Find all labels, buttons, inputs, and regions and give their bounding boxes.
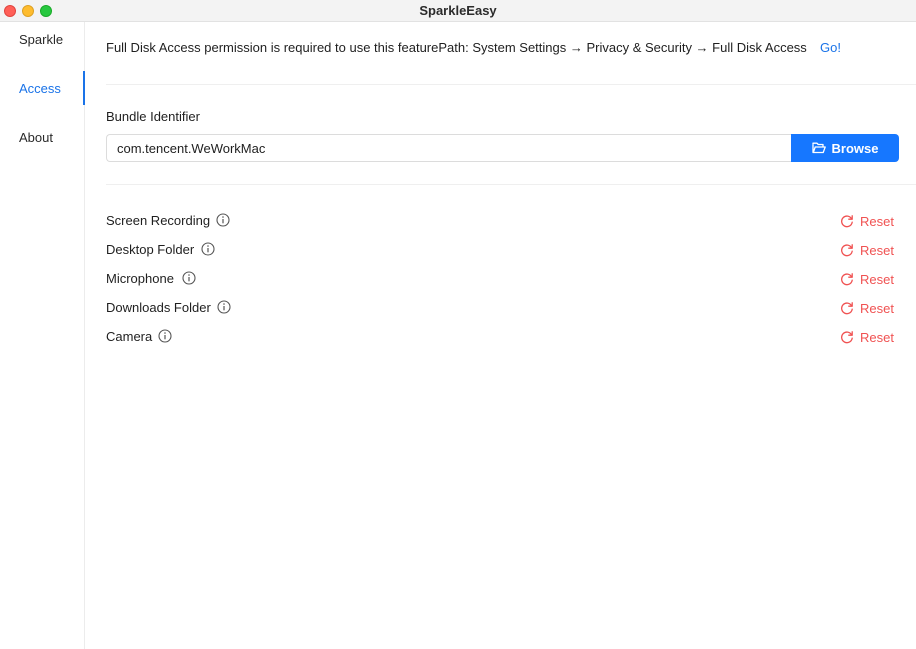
reset-icon: [840, 214, 854, 228]
reset-button[interactable]: [840, 210, 896, 232]
reset-icon: [840, 330, 854, 344]
divider: [106, 84, 916, 85]
divider: [106, 184, 916, 185]
reset-button-label: Reset: [860, 213, 894, 229]
sidebar: [0, 22, 85, 649]
browse-button[interactable]: [791, 134, 899, 162]
info-icon[interactable]: [182, 271, 196, 285]
full-disk-access-notice: Full Disk Access permission is required to use this featurePath: System Settings → Privacy & Security → Full Disk Access: [106, 40, 807, 55]
reset-button[interactable]: [840, 268, 896, 290]
main-panel: [85, 22, 916, 649]
permission-row-microphone: [106, 268, 896, 290]
reset-button-label: Reset: [860, 329, 894, 345]
reset-icon: [840, 243, 854, 257]
permission-row-downloads-folder: [106, 297, 896, 319]
reset-button[interactable]: [840, 297, 896, 319]
permission-name: Microphone: [106, 271, 174, 286]
reset-button-label: Reset: [860, 271, 894, 287]
info-icon[interactable]: [158, 329, 172, 343]
sidebar-item-label: Access: [19, 81, 61, 96]
reset-button[interactable]: [840, 239, 896, 261]
folder-open-icon: [812, 142, 826, 154]
window-title: SparkleEasy: [419, 3, 497, 18]
reset-button[interactable]: [840, 326, 896, 348]
bundle-identifier-label: Bundle Identifier: [106, 109, 200, 124]
permission-name: Desktop Folder: [106, 242, 195, 257]
permission-name: Downloads Folder: [106, 300, 211, 315]
go-link[interactable]: Go!: [820, 40, 841, 55]
info-icon[interactable]: [217, 300, 231, 314]
sidebar-item-label: Sparkle: [19, 32, 64, 47]
permission-row-screen-recording: [106, 210, 896, 232]
sidebar-item-label: About: [19, 130, 53, 145]
reset-button-label: Reset: [860, 300, 894, 316]
sidebar-item-about[interactable]: [0, 120, 85, 154]
permission-row-desktop-folder: [106, 239, 896, 261]
info-icon[interactable]: [201, 242, 215, 256]
info-icon[interactable]: [216, 213, 230, 227]
sidebar-item-sparkle[interactable]: [0, 22, 85, 56]
reset-icon: [840, 272, 854, 286]
bundle-identifier-input[interactable]: [106, 134, 792, 162]
browse-button-label: Browse: [831, 140, 879, 156]
permission-name: Screen Recording: [106, 213, 211, 228]
title-bar: [0, 0, 916, 22]
reset-button-label: Reset: [860, 242, 894, 258]
reset-icon: [840, 301, 854, 315]
permission-name: Camera: [106, 329, 153, 344]
permission-row-camera: [106, 326, 896, 348]
sidebar-item-access[interactable]: [0, 71, 85, 105]
